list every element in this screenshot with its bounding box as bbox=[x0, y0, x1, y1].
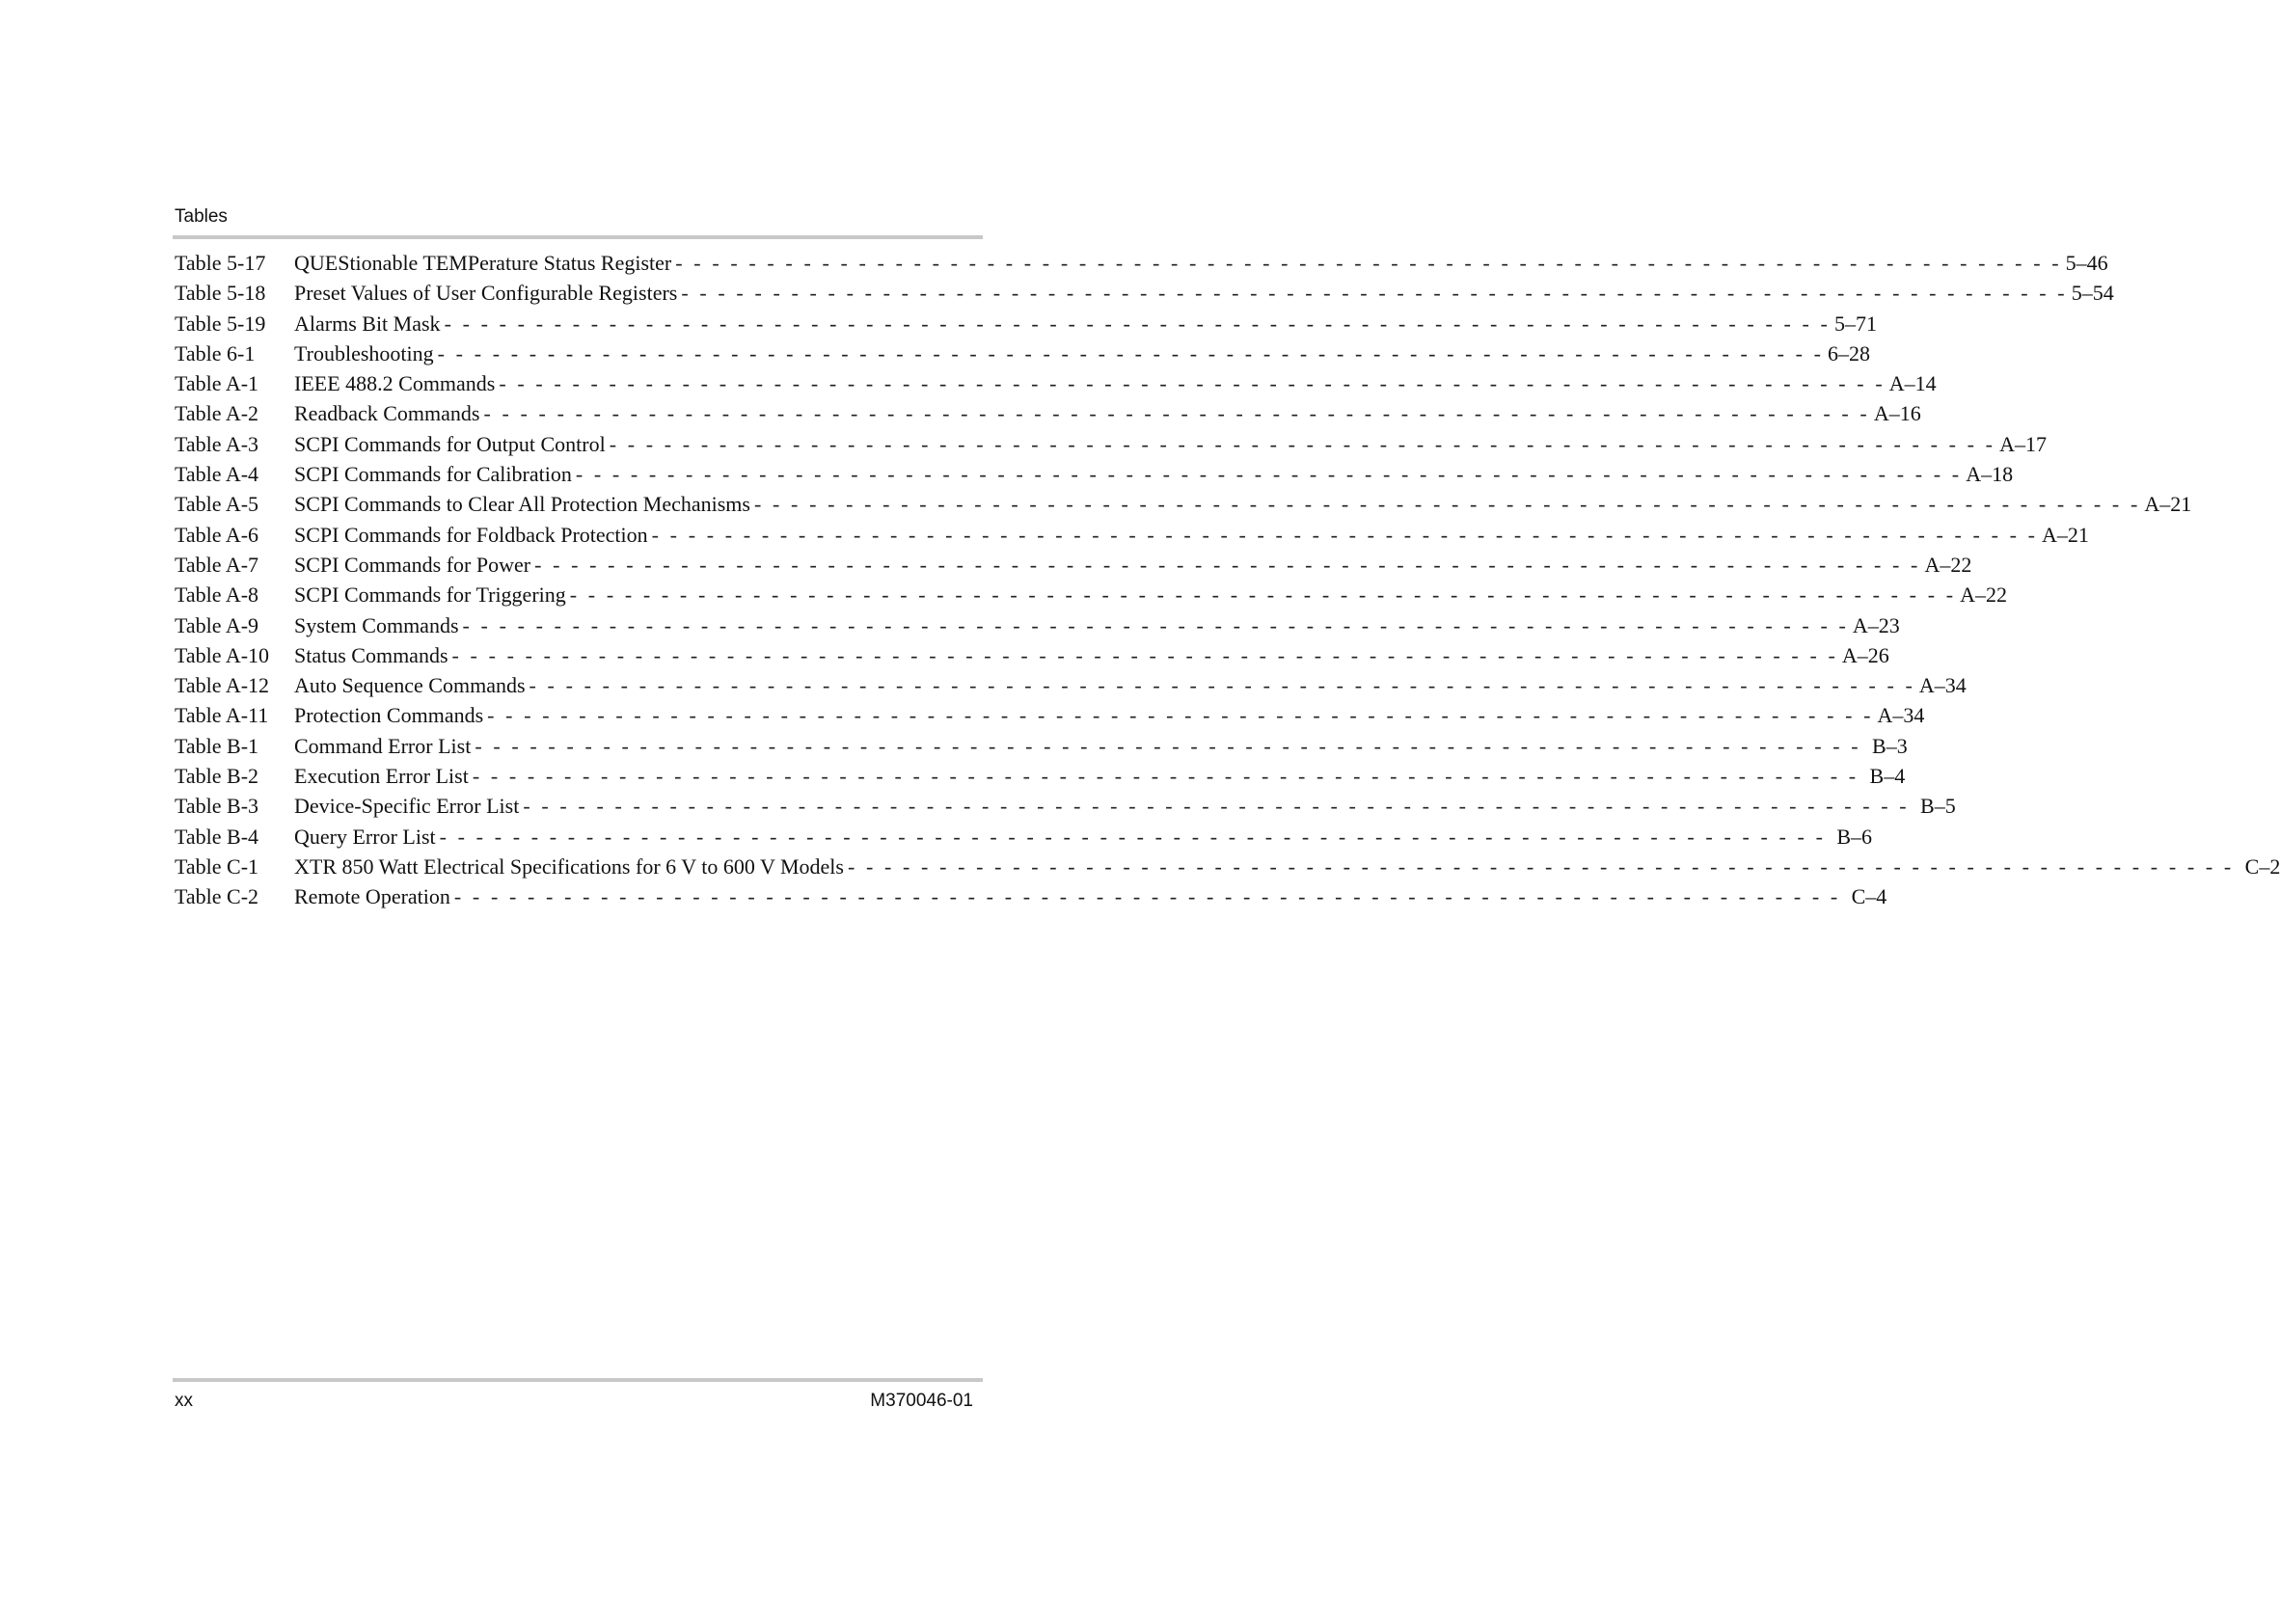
toc-entry-title: Protection Commands bbox=[294, 703, 484, 728]
toc-entry-number: Table A-2 bbox=[175, 401, 259, 426]
toc-entry-title: Readback Commands bbox=[294, 401, 480, 426]
toc-entry-title: Alarms Bit Mask bbox=[294, 311, 441, 336]
toc-entry[interactable] bbox=[175, 398, 1921, 428]
toc-entry[interactable] bbox=[175, 822, 1873, 852]
toc-entry-page: C–4 bbox=[1851, 884, 1887, 909]
toc-dot-leader bbox=[438, 338, 1824, 368]
toc-entry[interactable] bbox=[175, 670, 1967, 700]
toc-dot-leader bbox=[848, 852, 2234, 881]
toc-entry[interactable] bbox=[175, 700, 1925, 730]
toc-dot-leader bbox=[463, 610, 1849, 640]
toc-entry[interactable] bbox=[175, 761, 1906, 791]
toc-dot-leader bbox=[652, 520, 2038, 550]
toc-entry[interactable] bbox=[175, 368, 1937, 398]
toc-entry-number: Table B-1 bbox=[175, 733, 259, 758]
toc-entry-title: SCPI Commands for Foldback Protection bbox=[294, 522, 648, 547]
toc-entry[interactable] bbox=[175, 791, 1956, 821]
toc-entry-title: Auto Sequence Commands bbox=[294, 673, 526, 698]
header-rule bbox=[173, 235, 983, 239]
toc-dot-leader bbox=[610, 429, 1995, 459]
toc-entry-number: Table A-11 bbox=[175, 703, 269, 728]
toc-entry[interactable] bbox=[175, 520, 2089, 550]
toc-entry-number: Table A-4 bbox=[175, 462, 259, 487]
toc-entry-number: Table B-2 bbox=[175, 764, 259, 789]
toc-dot-leader bbox=[529, 670, 1915, 700]
toc-entry-page: 6–28 bbox=[1828, 340, 1871, 365]
toc-entry-title: QUEStionable TEMPerature Status Register bbox=[294, 251, 672, 275]
toc-entry-title: SCPI Commands for Triggering bbox=[294, 582, 566, 608]
toc-entry-number: Table 5-19 bbox=[175, 311, 266, 336]
toc-dot-leader bbox=[445, 309, 1831, 338]
toc-entry[interactable] bbox=[175, 550, 1972, 580]
running-header: Tables bbox=[175, 206, 228, 227]
toc-entry-number: Table A-10 bbox=[175, 642, 270, 667]
toc-dot-leader bbox=[675, 248, 2061, 278]
toc-entry-number: Table A-1 bbox=[175, 371, 259, 396]
toc-entry[interactable] bbox=[175, 309, 1877, 338]
toc-dot-leader bbox=[483, 398, 1869, 428]
toc-entry-page: A–17 bbox=[1999, 431, 2047, 456]
toc-entry[interactable] bbox=[175, 248, 2108, 278]
toc-entry-title: Status Commands bbox=[294, 642, 448, 667]
toc-dot-leader bbox=[454, 881, 1840, 911]
toc-entry-title: SCPI Commands for Power bbox=[294, 552, 531, 577]
toc-entry-number: Table A-3 bbox=[175, 431, 259, 456]
toc-entry-page: A–34 bbox=[1877, 703, 1925, 728]
toc-entry-number: Table C-2 bbox=[175, 884, 259, 909]
toc-entry-page: 5–54 bbox=[2071, 281, 2114, 306]
toc-entry-number: Table 5-17 bbox=[175, 251, 266, 275]
toc-entry[interactable] bbox=[175, 459, 2014, 489]
toc-entry-title: Device-Specific Error List bbox=[294, 794, 520, 819]
toc-entry-page: B–4 bbox=[1869, 764, 1906, 789]
toc-entry-page: B–5 bbox=[1920, 794, 1956, 819]
toc-entry-number: Table 6-1 bbox=[175, 340, 256, 365]
toc-entry-number: Table A-5 bbox=[175, 492, 259, 517]
toc-dot-leader bbox=[523, 791, 1909, 821]
toc-entry-page: A–22 bbox=[1924, 552, 1972, 577]
toc-entry[interactable] bbox=[175, 852, 2280, 881]
toc-entry-number: Table C-1 bbox=[175, 853, 259, 879]
toc-entry[interactable] bbox=[175, 640, 1889, 670]
toc-dot-leader bbox=[487, 700, 1873, 730]
toc-entry-page: A–22 bbox=[1960, 582, 2008, 608]
toc-dot-leader bbox=[473, 761, 1859, 791]
toc-dot-leader bbox=[754, 489, 2140, 519]
toc-entry-title: SCPI Commands for Output Control bbox=[294, 431, 606, 456]
toc-entry-title: Command Error List bbox=[294, 733, 472, 758]
footer-page-number: xx bbox=[175, 1391, 193, 1411]
toc-dot-leader bbox=[499, 368, 1885, 398]
toc-entry-number: Table B-4 bbox=[175, 824, 259, 849]
footer-rule bbox=[173, 1378, 983, 1382]
toc-entry-title: Query Error List bbox=[294, 824, 436, 849]
toc-entry[interactable] bbox=[175, 610, 1900, 640]
toc-entry-number: Table A-8 bbox=[175, 582, 259, 608]
toc-entry-title: System Commands bbox=[294, 612, 459, 637]
toc-entry[interactable] bbox=[175, 580, 2008, 609]
toc-entry-number: Table 5-18 bbox=[175, 281, 266, 306]
toc-entry-title: Preset Values of User Configurable Registers bbox=[294, 281, 678, 306]
toc-entry-number: Table A-9 bbox=[175, 612, 259, 637]
toc-entry[interactable] bbox=[175, 429, 2047, 459]
toc-entry-title: SCPI Commands for Calibration bbox=[294, 462, 572, 487]
toc-entry-page: 5–46 bbox=[2065, 251, 2108, 275]
toc-entry[interactable] bbox=[175, 338, 1871, 368]
toc-dot-leader bbox=[534, 550, 1920, 580]
toc-entry[interactable] bbox=[175, 731, 1908, 761]
toc-dot-leader bbox=[681, 278, 2067, 308]
toc-entry-page: A–34 bbox=[1918, 673, 1967, 698]
toc-entry-page: A–21 bbox=[2042, 522, 2089, 547]
toc-entry-number: Table A-6 bbox=[175, 522, 259, 547]
toc-entry-page: A–18 bbox=[1966, 462, 2014, 487]
toc-entry-number: Table A-12 bbox=[175, 673, 270, 698]
toc-entry-number: Table A-7 bbox=[175, 552, 259, 577]
toc-entry-page: A–14 bbox=[1888, 371, 1937, 396]
table-of-tables-list bbox=[175, 248, 2280, 912]
toc-entry[interactable] bbox=[175, 278, 2114, 308]
footer-document-id: M370046-01 bbox=[870, 1391, 973, 1411]
toc-entry-title: SCPI Commands to Clear All Protection Mechanisms bbox=[294, 492, 750, 517]
toc-entry-page: A–16 bbox=[1873, 401, 1921, 426]
toc-entry-title: Troubleshooting bbox=[294, 340, 434, 365]
toc-dot-leader bbox=[475, 731, 1860, 761]
toc-entry-page: C–2 bbox=[2244, 853, 2280, 879]
toc-entry-page: A–26 bbox=[1841, 642, 1889, 667]
toc-entry-title: IEEE 488.2 Commands bbox=[294, 371, 496, 396]
toc-dot-leader bbox=[576, 459, 1962, 489]
toc-entry-title: Remote Operation bbox=[294, 884, 450, 909]
toc-entry[interactable] bbox=[175, 489, 2192, 519]
toc-entry-page: A–21 bbox=[2144, 492, 2192, 517]
toc-entry-page: 5–71 bbox=[1833, 311, 1877, 336]
toc-entry-title: XTR 850 Watt Electrical Specifications for 6 V to 600 V Models bbox=[294, 853, 844, 879]
toc-entry-page: A–23 bbox=[1852, 612, 1900, 637]
toc-entry[interactable] bbox=[175, 881, 1887, 911]
toc-dot-leader bbox=[452, 640, 1838, 670]
toc-dot-leader bbox=[570, 580, 1956, 609]
toc-dot-leader bbox=[440, 822, 1826, 852]
toc-entry-page: B–3 bbox=[1872, 733, 1908, 758]
toc-entry-page: B–6 bbox=[1836, 824, 1873, 849]
toc-entry-title: Execution Error List bbox=[294, 764, 469, 789]
toc-entry-number: Table B-3 bbox=[175, 794, 259, 819]
